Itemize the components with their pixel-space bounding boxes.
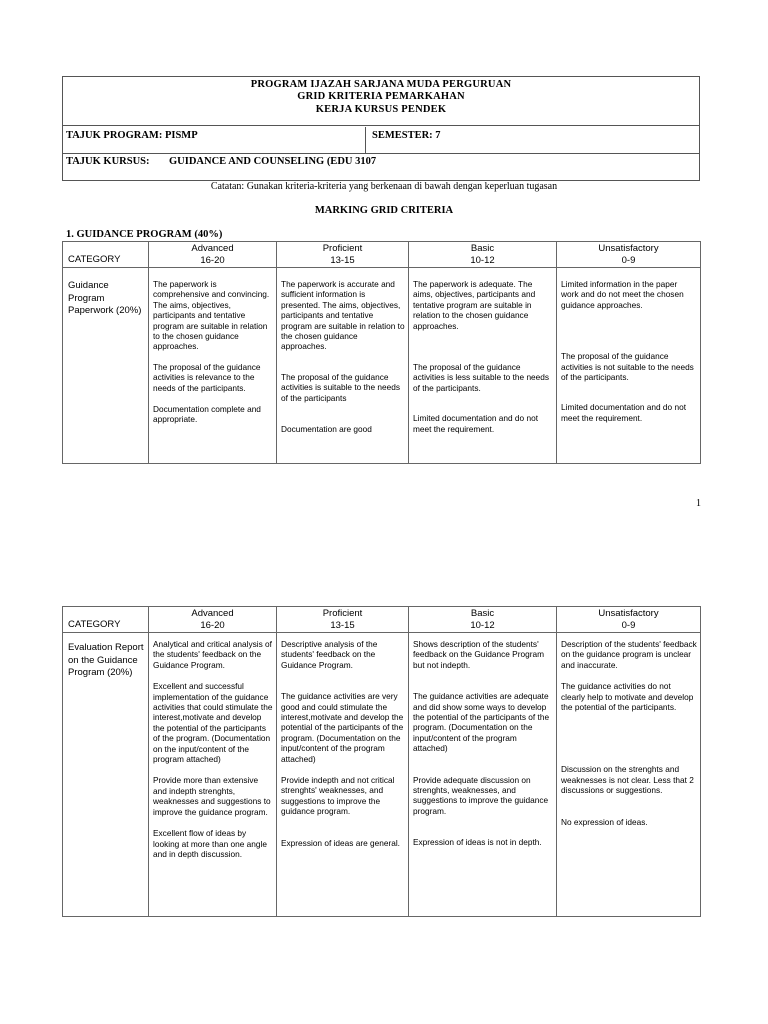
proficient-cell: Descriptive analysis of the students' feedback on the Guidance Program. The guidance activities are very good and could stimulate the interest,motivate and develop the potential of the participants of the program. (Documentation on the input/content of the program attached) Provide indepth and not critical strenghts' weaknesses, and suggestions to improve the guidance program. Expression of ideas are general.	[277, 633, 409, 917]
unsatisfactory-cell: Limited information in the paper work and do not meet the chosen guidance approaches. The proposal of the guidance activities is not suitable to the needs of the participants. Limited documentation and do not meet the requirement.	[557, 268, 701, 464]
basic-cell: Shows description of the students' feedback on the Guidance Program but not indepth. The guidance activities are adequate and did show some ways to develop the potential of the participants of the program. (Documentation on the input/content of the program attached) Provide adequate discussion on strenghts, weaknesses, and suggestions to improve the guidance program. Expression of ideas is not in depth.	[409, 633, 557, 917]
table-row	[63, 268, 701, 464]
section-title: 1. GUIDANCE PROGRAM (40%)	[66, 229, 223, 240]
level-header-unsatisfactory: Unsatisfactory 0-9	[557, 242, 701, 268]
divider	[365, 127, 366, 154]
marking-grid-title: MARKING GRID CRITERIA	[314, 205, 454, 216]
document-header	[62, 76, 700, 181]
course-label: TAJUK KURSUS:	[66, 156, 150, 167]
page-number: 1	[696, 498, 701, 509]
unsatisfactory-cell: Description of the students' feedback on the guidance program is unclear and inaccurate. The guidance activities do not clearly help to motivate and develop the potential of the participants. Discussion on the strenghts and weaknesses is not clear. Less that 2 discussions or suggestions. No expression of ideas.	[557, 633, 701, 917]
proficient-cell: The paperwork is accurate and sufficient information is presented. The aims, objectives, participants and tentative program are suitable in relation to the chosen guidance approaches. The proposal of the guidance activities is suitable to the needs of the participants Documentation are good	[277, 268, 409, 464]
program-label: TAJUK PROGRAM: PISMP	[66, 130, 198, 141]
divider	[63, 153, 699, 154]
basic-cell: The paperwork is adequate. The aims, objectives, participants and tentative program are suitable in relation to the chosen guidance approaches. The proposal of the guidance activities is less suitable to the needs of the participants. Limited documentation and do not meet the requirement.	[409, 268, 557, 464]
level-header-basic: Basic 10-12	[409, 242, 557, 268]
category-cell: Evaluation Report on the Guidance Program (20%)	[63, 633, 149, 917]
table-header-row	[63, 242, 701, 268]
coursework-title: KERJA KURSUS PENDEK	[315, 104, 447, 115]
category-header: CATEGORY	[63, 242, 149, 268]
category-cell: Guidance Program Paperwork (20%)	[63, 268, 149, 464]
grid-title-malay: GRID KRITERIA PEMARKAHAN	[297, 91, 465, 102]
divider	[63, 125, 699, 126]
catatan-note: Catatan: Gunakan kriteria-kriteria yang berkenaan di bawah dengan keperluan tugasan	[210, 181, 558, 192]
table-row	[63, 633, 701, 917]
level-header-proficient: Proficient 13-15	[277, 242, 409, 268]
table-header-row	[63, 607, 701, 633]
marking-table-1	[62, 241, 701, 464]
level-header-unsatisfactory: Unsatisfactory 0-9	[557, 607, 701, 633]
level-header-advanced: Advanced 16-20	[149, 607, 277, 633]
level-header-basic: Basic 10-12	[409, 607, 557, 633]
program-title: PROGRAM IJAZAH SARJANA MUDA PERGURUAN	[250, 79, 512, 90]
marking-table-2	[62, 606, 701, 917]
semester-label: SEMESTER: 7	[372, 130, 441, 141]
category-header: CATEGORY	[63, 607, 149, 633]
level-header-proficient: Proficient 13-15	[277, 607, 409, 633]
advanced-cell: The paperwork is comprehensive and convincing. The aims, objectives, participants and tentative program are suitable in relation to the chosen guidance approaches. The proposal of the guidance activities is relevance to the needs of the participants. Documentation complete and appropriate.	[149, 268, 277, 464]
level-header-advanced: Advanced 16-20	[149, 242, 277, 268]
course-value: GUIDANCE AND COUNSELING (EDU 3107	[169, 156, 377, 167]
advanced-cell: Analytical and critical analysis of the students' feedback on the Guidance Program. Excellent and successful implementation of the guidance activities that could stimulate the interest,motivate and develop the potential of the participants of the program. (Documentation on the input/content of the program attached) Provide more than extensive and indepth strenghts, weaknesses and suggestions to improve the guidance program. Excellent flow of ideas by looking at more than one angle and in depth discussion.	[149, 633, 277, 917]
